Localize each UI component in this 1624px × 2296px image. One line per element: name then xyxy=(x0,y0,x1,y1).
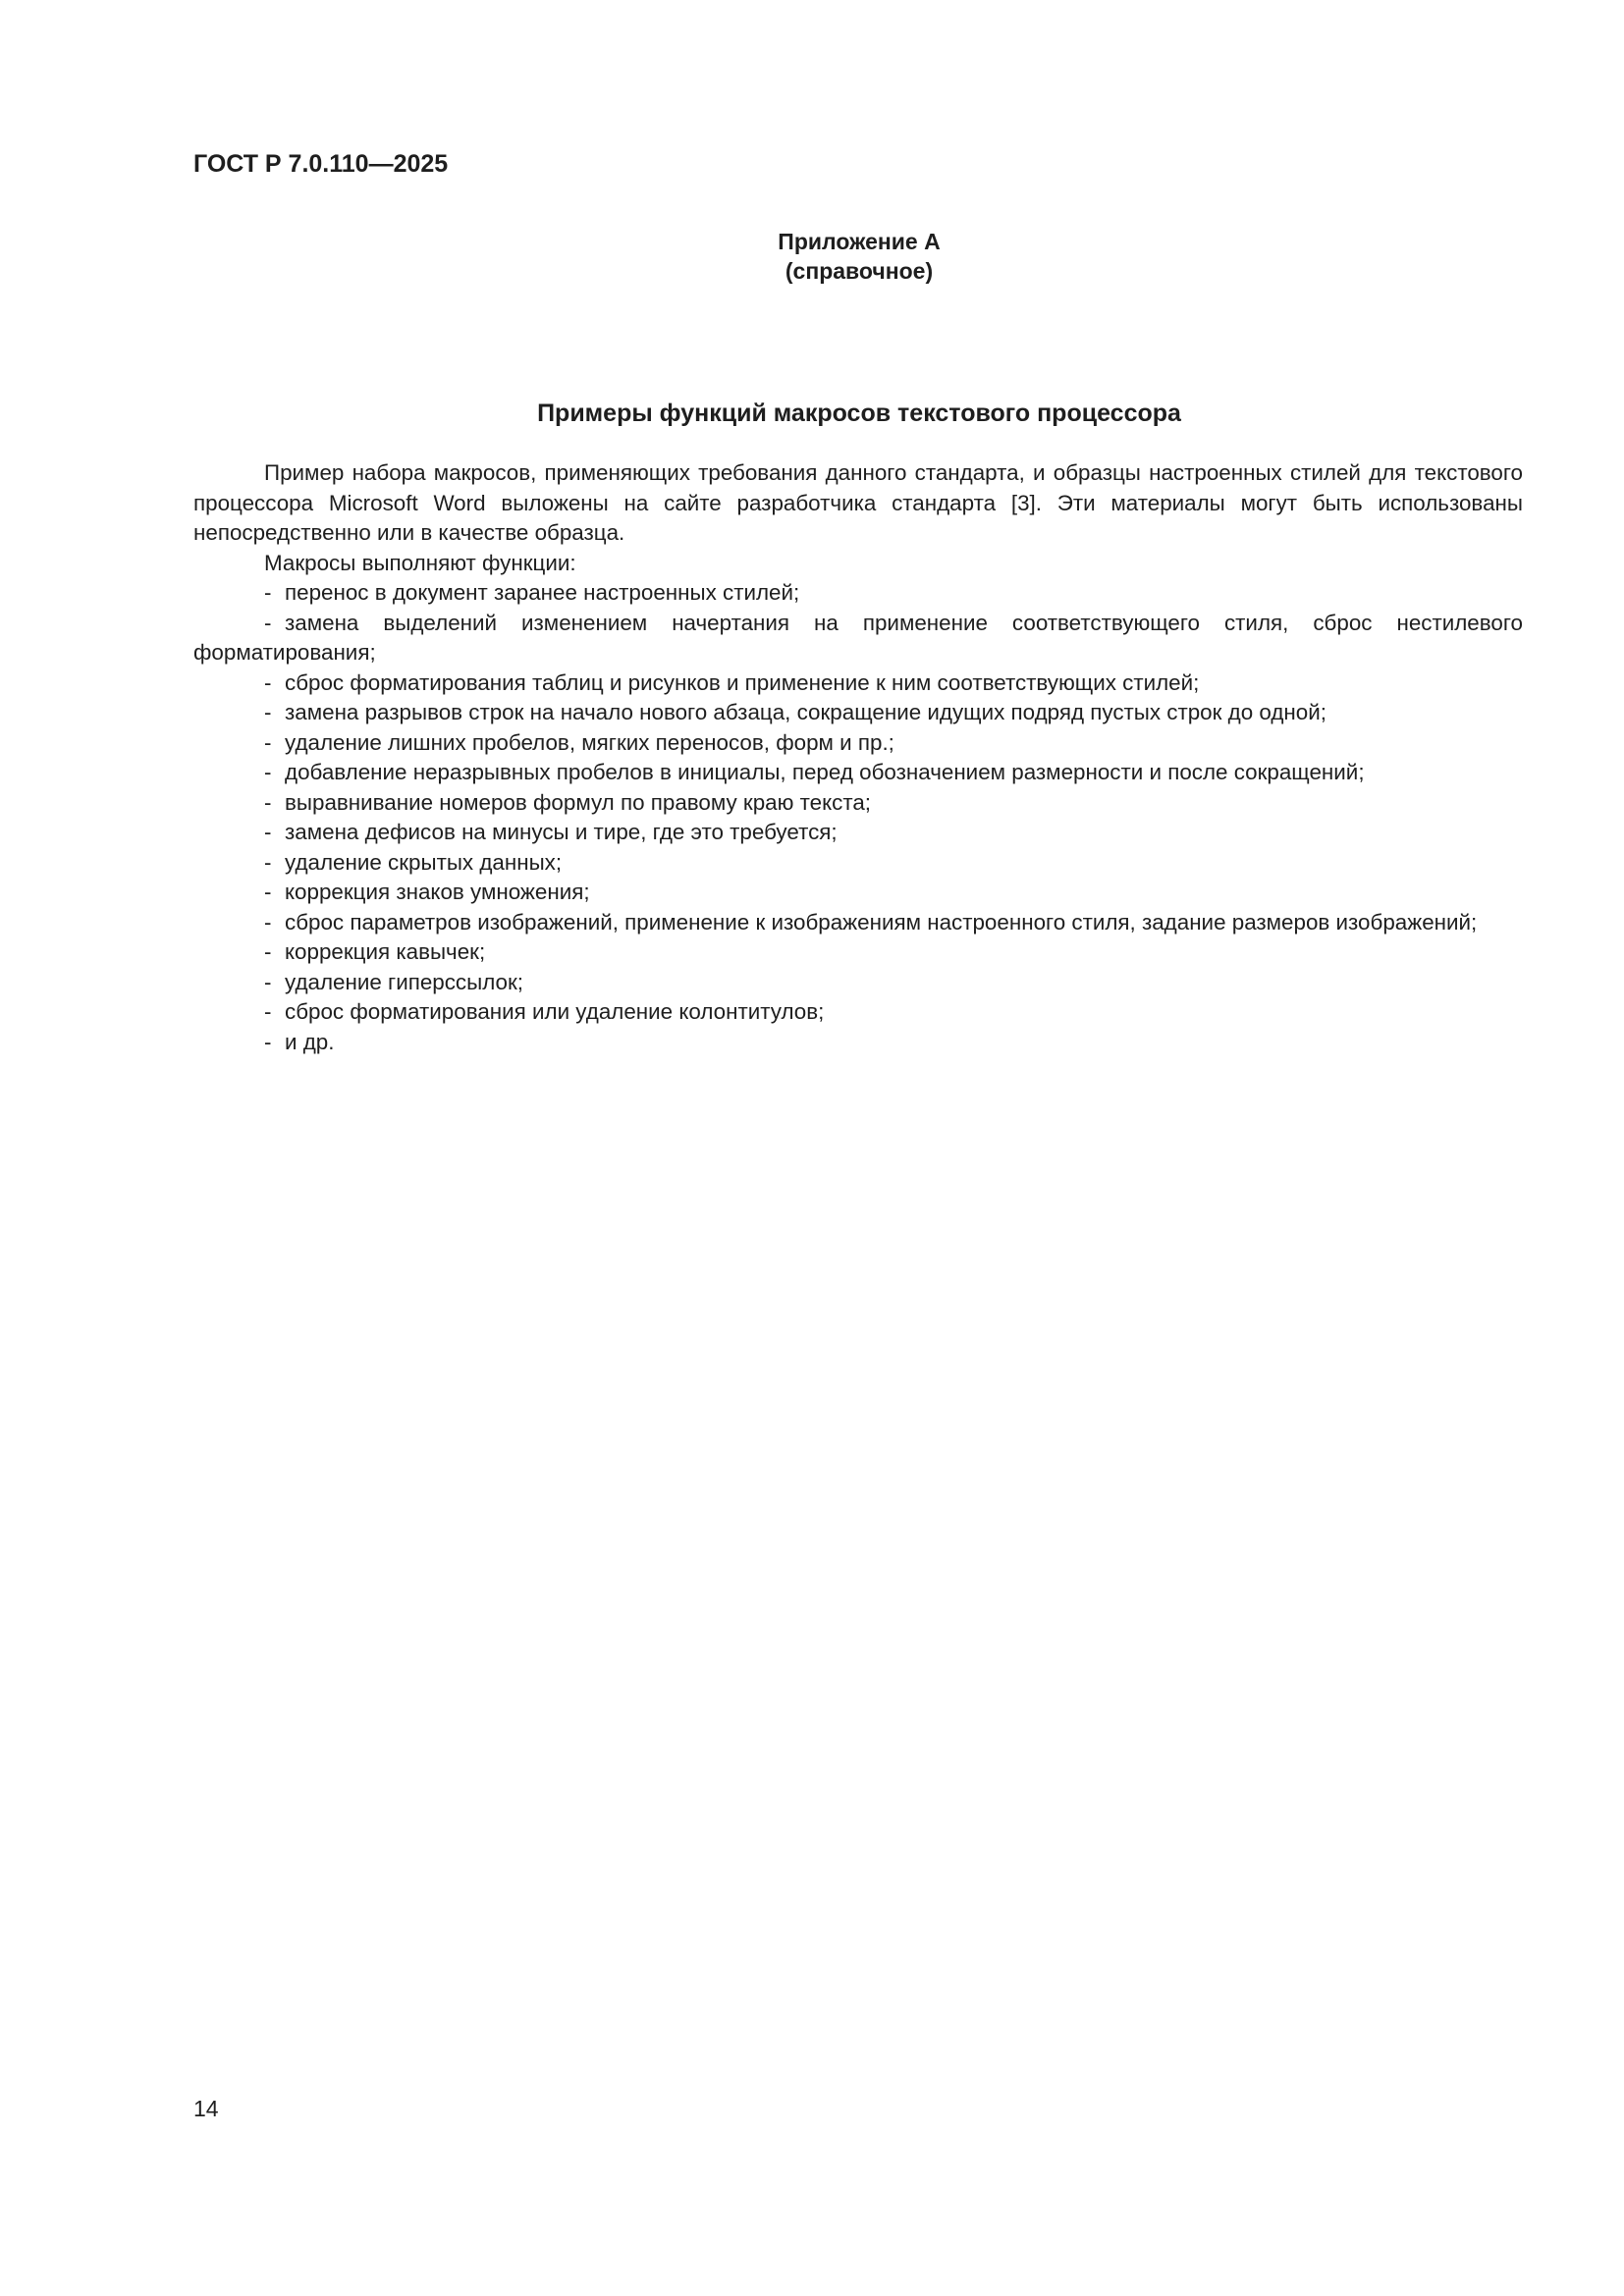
document-code: ГОСТ Р 7.0.110—2025 xyxy=(193,150,449,178)
section-title xyxy=(0,397,1624,430)
list-marker: - xyxy=(264,760,272,784)
page-number: 14 xyxy=(193,2096,219,2121)
list-item xyxy=(193,997,1523,1028)
list-item-text: коррекция знаков умножения; xyxy=(285,880,590,904)
list-item xyxy=(193,908,1523,938)
section-title-text: Примеры функций макросов текстового процессора xyxy=(537,400,1181,427)
list-item-text: добавление неразрывных пробелов в инициалы, перед обозначением размерности и после сокращений; xyxy=(285,760,1365,784)
list-marker: - xyxy=(264,849,272,875)
body-text xyxy=(193,458,1523,1057)
list-item-text: замена выделений изменением начертания на применение соответствующего стиля, сброс нестилевого форматирования; xyxy=(193,610,1523,665)
list-item xyxy=(193,818,1523,848)
list-item xyxy=(193,668,1523,699)
list-item-text: замена разрывов строк на начало нового абзаца, сокращение идущих подряд пустых строк до одной; xyxy=(285,700,1326,724)
appendix-type: (справочное) xyxy=(785,258,934,284)
list-item xyxy=(193,878,1523,908)
list-item xyxy=(193,968,1523,998)
list-item-text: замена дефисов на минусы и тире, где это требуется; xyxy=(285,820,838,844)
list-item xyxy=(193,609,1523,668)
list-marker: - xyxy=(264,610,272,635)
functions-lead-paragraph: Макросы выполняют функции: xyxy=(264,550,576,575)
list-item-text: сброс форматирования или удаление колонтитулов; xyxy=(285,999,825,1024)
list-marker: - xyxy=(264,789,272,815)
functions-list xyxy=(193,578,1523,1057)
list-item-text: коррекция кавычек; xyxy=(285,939,486,964)
list-item-text: сброс форматирования таблиц и рисунков и применение к ним соответствующих стилей; xyxy=(285,669,1200,695)
list-item xyxy=(193,728,1523,759)
intro-paragraph: Пример набора макросов, применяющих требования данного стандарта, и образцы настроенных стилей для текстового процессора Microsoft Word выложены на сайте разработчика стандарта [3]. Эти материалы могут быть использованы непосредственно или в качестве образца. xyxy=(193,460,1523,545)
list-marker: - xyxy=(264,909,272,934)
list-marker: - xyxy=(264,880,272,904)
list-item-text: сброс параметров изображений, применение к изображениям настроенного стиля, задание размеров изображений; xyxy=(285,909,1478,934)
list-item xyxy=(193,788,1523,819)
list-marker: - xyxy=(264,1029,272,1054)
list-marker: - xyxy=(264,729,272,755)
list-item xyxy=(193,937,1523,968)
list-marker: - xyxy=(264,969,272,994)
list-item-text: выравнивание номеров формул по правому краю текста; xyxy=(285,789,872,815)
list-item xyxy=(193,578,1523,609)
list-marker: - xyxy=(264,939,272,964)
list-item-text: перенос в документ заранее настроенных стилей; xyxy=(285,580,800,605)
list-marker: - xyxy=(264,999,272,1024)
list-item-text: удаление гиперссылок; xyxy=(285,969,524,994)
list-marker: - xyxy=(264,580,272,605)
appendix-label: Приложение А xyxy=(778,229,941,254)
list-item-text: удаление лишних пробелов, мягких переносов, форм и пр.; xyxy=(285,729,894,755)
list-marker: - xyxy=(264,700,272,724)
list-item xyxy=(193,698,1523,728)
list-item-text: удаление скрытых данных; xyxy=(285,849,563,875)
list-item-text: и др. xyxy=(285,1029,335,1054)
list-item xyxy=(193,848,1523,879)
list-item xyxy=(193,1028,1523,1058)
list-marker: - xyxy=(264,820,272,844)
appendix-heading xyxy=(0,227,1624,286)
list-marker: - xyxy=(264,669,272,695)
list-item xyxy=(193,758,1523,788)
